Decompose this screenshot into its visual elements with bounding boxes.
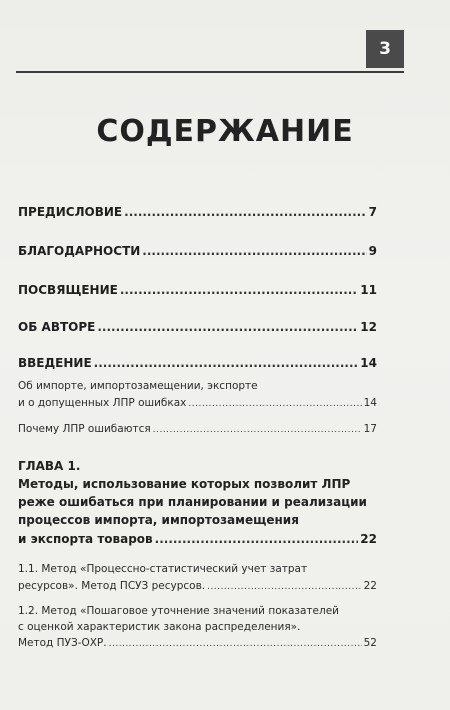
toc-entry-label: ПРЕДИСЛОВИЕ bbox=[18, 205, 123, 219]
toc-section-line: 1.1. Метод «Процессно-статистический учет затрат bbox=[18, 563, 308, 575]
dot-leader bbox=[188, 399, 361, 409]
chapter-title-line: процессов импорта, импортозамещения bbox=[18, 513, 299, 527]
chapter-heading-block bbox=[18, 457, 378, 529]
toc-entry-label: и о допущенных ЛПР ошибках bbox=[18, 397, 187, 409]
toc-entry-page: 14 bbox=[363, 397, 377, 409]
toc-subentry-import-errors[interactable] bbox=[18, 397, 377, 409]
toc-entry-page: 17 bbox=[363, 423, 377, 435]
toc-entry-chapter-1[interactable] bbox=[18, 532, 377, 546]
chapter-title-line: Методы, использование которых позволит ЛПР bbox=[18, 477, 351, 491]
toc-entry-about-author[interactable] bbox=[18, 320, 377, 334]
dot-leader bbox=[94, 356, 359, 370]
toc-entry-label: и экспорта товаров bbox=[18, 532, 153, 546]
toc-entry-dedication[interactable] bbox=[18, 283, 377, 297]
toc-section-line: 1.2. Метод «Пошаговое уточнение значений показателей bbox=[18, 605, 339, 617]
toc-entry-label: Почему ЛПР ошибаются bbox=[18, 423, 151, 435]
toc-entry-page: 12 bbox=[360, 320, 377, 334]
toc-entry-page: 11 bbox=[360, 283, 377, 297]
chapter-title-line: реже ошибаться при планировании и реализации bbox=[18, 495, 367, 509]
page-number-badge bbox=[366, 30, 404, 68]
dot-leader bbox=[142, 244, 366, 258]
toc-entry-introduction[interactable] bbox=[18, 356, 377, 370]
toc-section-1-2[interactable] bbox=[18, 637, 377, 649]
toc-entry-label: ОБ АВТОРЕ bbox=[18, 320, 96, 334]
dot-leader bbox=[155, 532, 359, 546]
dot-leader bbox=[97, 320, 358, 334]
toc-section-line: с оценкой характеристик закона распределения». bbox=[18, 621, 301, 633]
toc-entry-acknowledgements[interactable] bbox=[18, 244, 377, 258]
dot-leader bbox=[124, 205, 367, 219]
contents-title: СОДЕРЖАНИЕ bbox=[96, 114, 354, 149]
toc-entry-preface[interactable] bbox=[18, 205, 377, 219]
dot-leader bbox=[207, 582, 362, 592]
toc-entry-page: 22 bbox=[360, 532, 377, 546]
dot-leader bbox=[120, 283, 358, 297]
toc-entry-page: 9 bbox=[368, 244, 377, 258]
toc-section-1-1[interactable] bbox=[18, 580, 377, 592]
dot-leader bbox=[109, 639, 362, 649]
toc-subentry-why-errors[interactable] bbox=[18, 423, 377, 435]
page-number: 3 bbox=[379, 39, 391, 59]
toc-entry-label: Метод ПУЗ-ОХР. bbox=[18, 637, 107, 649]
dot-leader bbox=[153, 425, 362, 435]
toc-entry-page: 7 bbox=[368, 205, 377, 219]
toc-entry-label: БЛАГОДАРНОСТИ bbox=[18, 244, 141, 258]
toc-entry-label: ПОСВЯЩЕНИЕ bbox=[18, 283, 118, 297]
toc-entry-page: 22 bbox=[363, 580, 377, 592]
toc-entry-page: 14 bbox=[360, 356, 377, 370]
toc-entry-label: ВВЕДЕНИЕ bbox=[18, 356, 92, 370]
toc-entry-label: ресурсов». Метод ПСУЗ ресурсов. bbox=[18, 580, 206, 592]
chapter-number: ГЛАВА 1. bbox=[18, 459, 81, 473]
toc-subentry-line: Об импорте, импортозамещении, экспорте bbox=[18, 380, 258, 392]
header-rule bbox=[16, 71, 404, 73]
toc-entry-page: 52 bbox=[363, 637, 377, 649]
